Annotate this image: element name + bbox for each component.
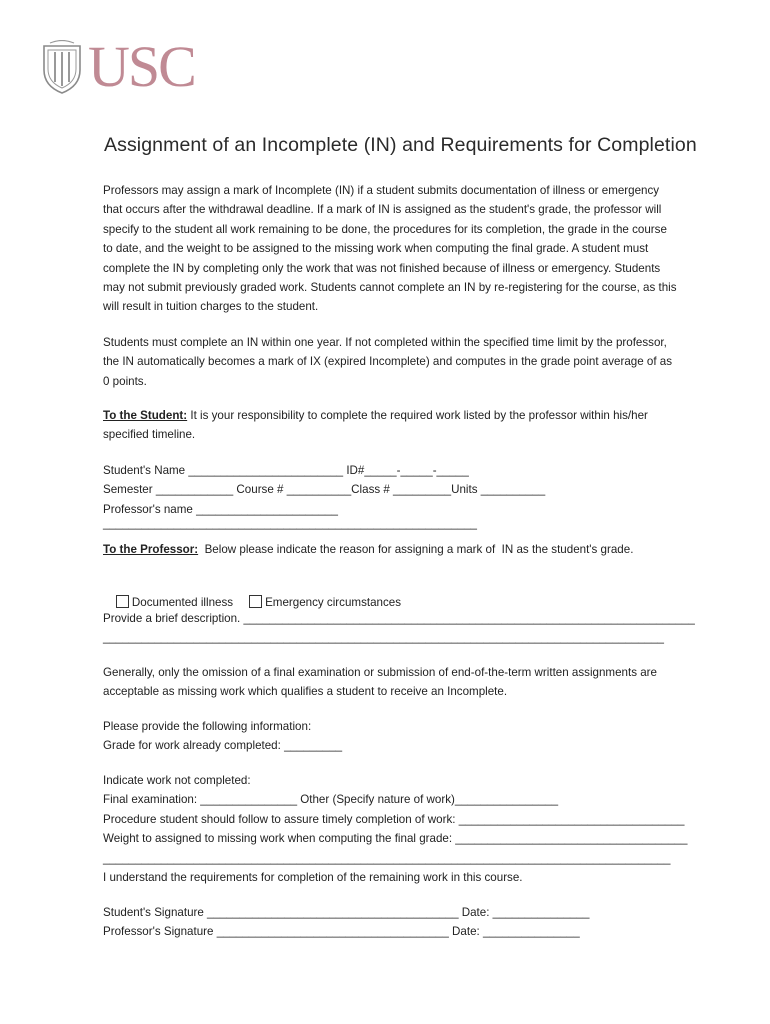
final-exam-field[interactable]: Final examination: _______________ Other (Specify nature of work)________________ xyxy=(103,793,559,807)
student-fields xyxy=(103,461,673,531)
intro-line: complete the IN by completing only the work that was not finished because of illness or emergency. Students xyxy=(103,261,661,275)
to-student-label: To the Student: xyxy=(103,409,188,422)
generally-line: Generally, only the omission of a final examination or submission of end-of-the-term written assignments are xyxy=(103,666,657,679)
intro-line: may not submit previously graded work. Students cannot complete an IN by re-registering for the course, as this xyxy=(103,280,677,294)
page-title: Assignment of an Incomplete (IN) and Requirements for Completion xyxy=(104,134,697,156)
within-year-line: 0 points. xyxy=(103,374,147,388)
to-student-text: specified timeline. xyxy=(103,428,196,442)
to-professor-text: Below please indicate the reason for assigning a mark of IN as the student's grade. xyxy=(198,543,634,556)
emergency-label: Emergency circumstances xyxy=(265,596,402,610)
intro-line: that occurs after the withdrawal deadline. If a mark of IN is assigned as the student's grade, the professor will xyxy=(103,203,662,217)
description-field[interactable]: Provide a brief description. ______________________________________________________________________ xyxy=(103,612,695,625)
usc-wordmark: USC xyxy=(88,34,195,99)
not-completed-section xyxy=(103,771,688,887)
signature-section xyxy=(103,903,673,942)
semester-course-fields[interactable]: Semester ____________ Course # __________Class # _________Units __________ xyxy=(103,483,546,497)
professor-signature-field[interactable]: Professor's Signature ____________________________________ Date: _______________ xyxy=(103,925,580,939)
to-professor-paragraph xyxy=(103,540,673,559)
generally-paragraph xyxy=(103,663,673,702)
professor-name-field[interactable]: Professor's name ______________________ xyxy=(103,502,338,516)
weight-field-continued[interactable]: ________________________________________________________________________________________ xyxy=(103,851,671,865)
student-signature-field[interactable]: Student's Signature _______________________________________ Date: _______________ xyxy=(103,906,590,919)
within-year-line: the IN automatically becomes a mark of IX (expired Incomplete) and computes in the grade point average of as xyxy=(103,355,673,369)
to-student-paragraph xyxy=(103,406,673,445)
within-year-line: Students must complete an IN within one year. If not completed within the specified time limit by the professor, xyxy=(103,336,667,349)
reason-checkboxes xyxy=(103,574,673,610)
documented-illness-label: Documented illness xyxy=(131,596,234,610)
generally-line: acceptable as missing work which qualifies a student to receive an Incomplete. xyxy=(103,685,508,699)
procedure-field[interactable]: Procedure student should follow to assure timely completion of work: ___________________________________ xyxy=(103,812,685,826)
within-year-paragraph xyxy=(103,333,673,391)
emergency-checkbox[interactable] xyxy=(249,595,262,608)
intro-line: to date, and the weight to be assigned to the missing work when computing the final grade. A student must xyxy=(103,242,649,256)
understand-statement: I understand the requirements for completion of the remaining work in this course. xyxy=(103,870,523,884)
usc-seal-icon xyxy=(40,40,84,94)
info-section xyxy=(103,717,673,756)
student-name-id-fields[interactable]: Student's Name ________________________ ID#_____-_____-_____ xyxy=(103,464,469,477)
intro-paragraph xyxy=(103,181,677,317)
to-professor-label: To the Professor: xyxy=(103,543,199,556)
to-student-text: It is your responsibility to complete the required work listed by the professor within his/her xyxy=(187,409,648,422)
separator-line: __________________________________________________________ xyxy=(103,517,477,531)
info-heading: Please provide the following information: xyxy=(103,720,312,733)
grade-completed-field[interactable]: Grade for work already completed: _________ xyxy=(103,739,343,753)
description-field[interactable]: _______________________________________________________________________________________ xyxy=(103,631,664,645)
description-section xyxy=(103,609,695,648)
weight-field[interactable]: Weight to assigned to missing work when computing the final grade: ____________________________________ xyxy=(103,832,688,846)
usc-logo xyxy=(38,34,208,99)
intro-line: Professors may assign a mark of Incomplete (IN) if a student submits documentation of illness or emergency xyxy=(103,184,660,197)
intro-line: specify to the student all work remaining to be done, the procedures for its completion, the grade in the course xyxy=(103,222,667,236)
documented-illness-checkbox[interactable] xyxy=(116,595,129,608)
intro-line: will result in tuition charges to the student. xyxy=(103,300,319,314)
not-completed-heading: Indicate work not completed: xyxy=(103,774,251,787)
